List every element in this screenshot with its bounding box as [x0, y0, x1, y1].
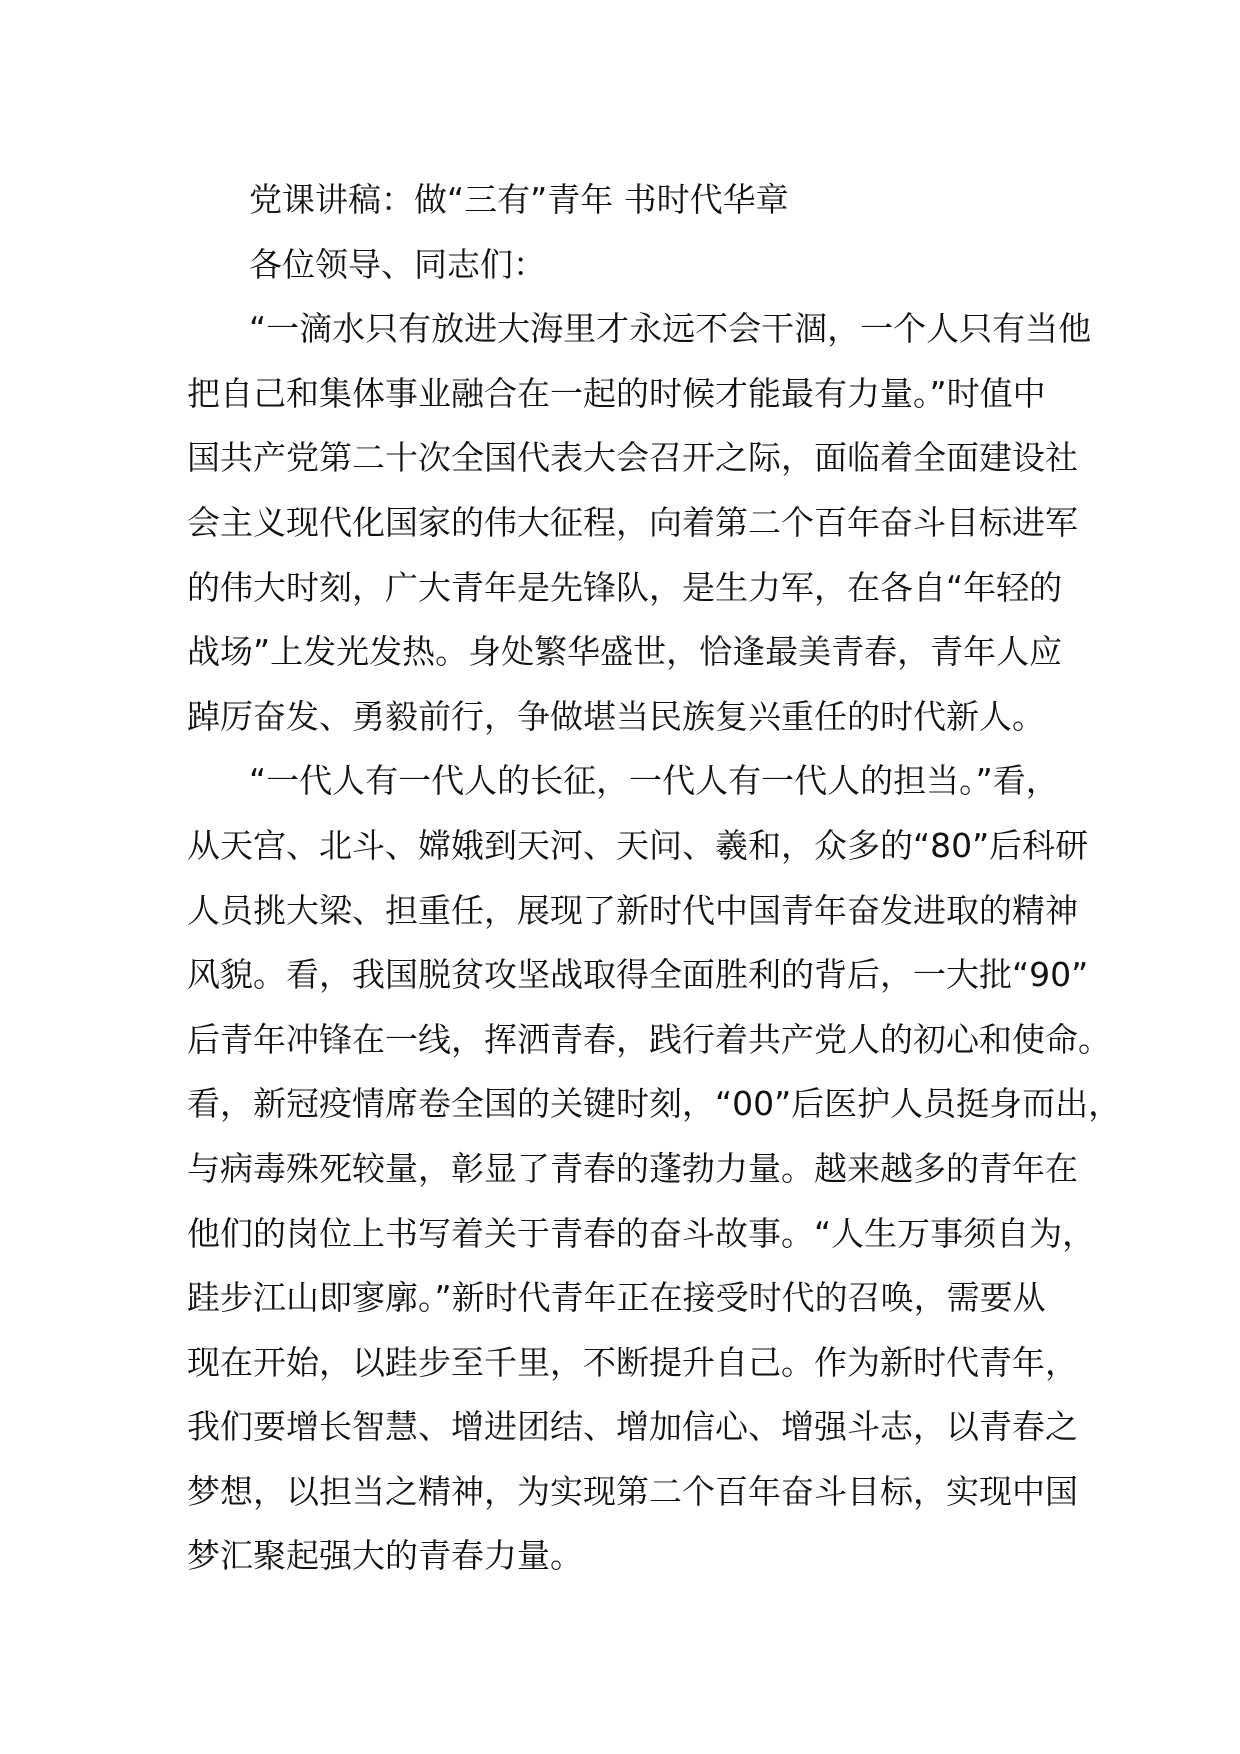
paragraph-line: 现在开始，以跬步至千里，不断提升自己。作为新时代青年， [187, 1342, 1078, 1382]
document-title: 党课讲稿：做“三有”青年 书时代华章 [249, 180, 789, 219]
paragraph-line: 梦想，以担当之精神，为实现第二个百年奋斗目标，实现中国 [187, 1471, 1078, 1511]
paragraph-line: 看，新冠疫情席卷全国的关键时刻，“00”后医护人员挺身而出， [187, 1084, 1122, 1124]
paragraph-1 [187, 297, 1092, 749]
paragraph-line: “一滴水只有放进大海里才永远不会干涸，一个人只有当他 [249, 309, 1092, 349]
paragraph-line: 与病毒殊死较量，彰显了青春的蓬勃力量。越来越多的青年在 [187, 1148, 1078, 1188]
paragraph-line: 战场”上发光发热。身处繁华盛世，恰逢最美青春，青年人应 [187, 632, 1063, 672]
paragraph-line: 风貌。看，我国脱贫攻坚战取得全面胜利的背后，一大批“90” [187, 955, 1089, 995]
paragraph-line: 他们的岗位上书写着关于青春的奋斗故事。“人生万事须自为， [187, 1213, 1096, 1253]
paragraph-line: 人员挑大梁、担重任，展现了新时代中国青年奋发进取的精神 [187, 890, 1078, 930]
salutation: 各位领导、同志们： [249, 244, 546, 284]
paragraph-line: “一代人有一代人的长征，一代人有一代人的担当。”看， [249, 761, 1059, 801]
paragraph-line: 的伟大时刻，广大青年是先锋队，是生力军，在各自“年轻的 [187, 567, 1063, 607]
paragraph-line: 国共产党第二十次全国代表大会召开之际，面临着全面建设社 [187, 438, 1078, 478]
paragraph-line: 踔厉奋发、勇毅前行，争做堪当民族复兴重任的时代新人。 [187, 696, 1045, 736]
paragraph-line: 从天宫、北斗、嫦娥到天河、天问、羲和，众多的“80”后科研 [187, 825, 1089, 865]
paragraph-line: 后青年冲锋在一线，挥洒青春，践行着共产党人的初心和使命。 [187, 1019, 1111, 1059]
paragraph-line: 会主义现代化国家的伟大征程，向着第二个百年奋斗目标进军 [187, 502, 1078, 542]
paragraph-line: 梦汇聚起强大的青春力量。 [187, 1536, 583, 1576]
paragraph-line: 把自己和集体事业融合在一起的时候才能最有力量。”时值中 [187, 373, 1046, 413]
document-body [187, 168, 1122, 1589]
paragraph-line: 我们要增长智慧、增进团结、增加信心、增强斗志，以青春之 [187, 1407, 1078, 1447]
paragraph-2 [187, 749, 1122, 1589]
paragraph-line: 跬步江山即寥廓。”新时代青年正在接受时代的召唤，需要从 [187, 1278, 1046, 1318]
